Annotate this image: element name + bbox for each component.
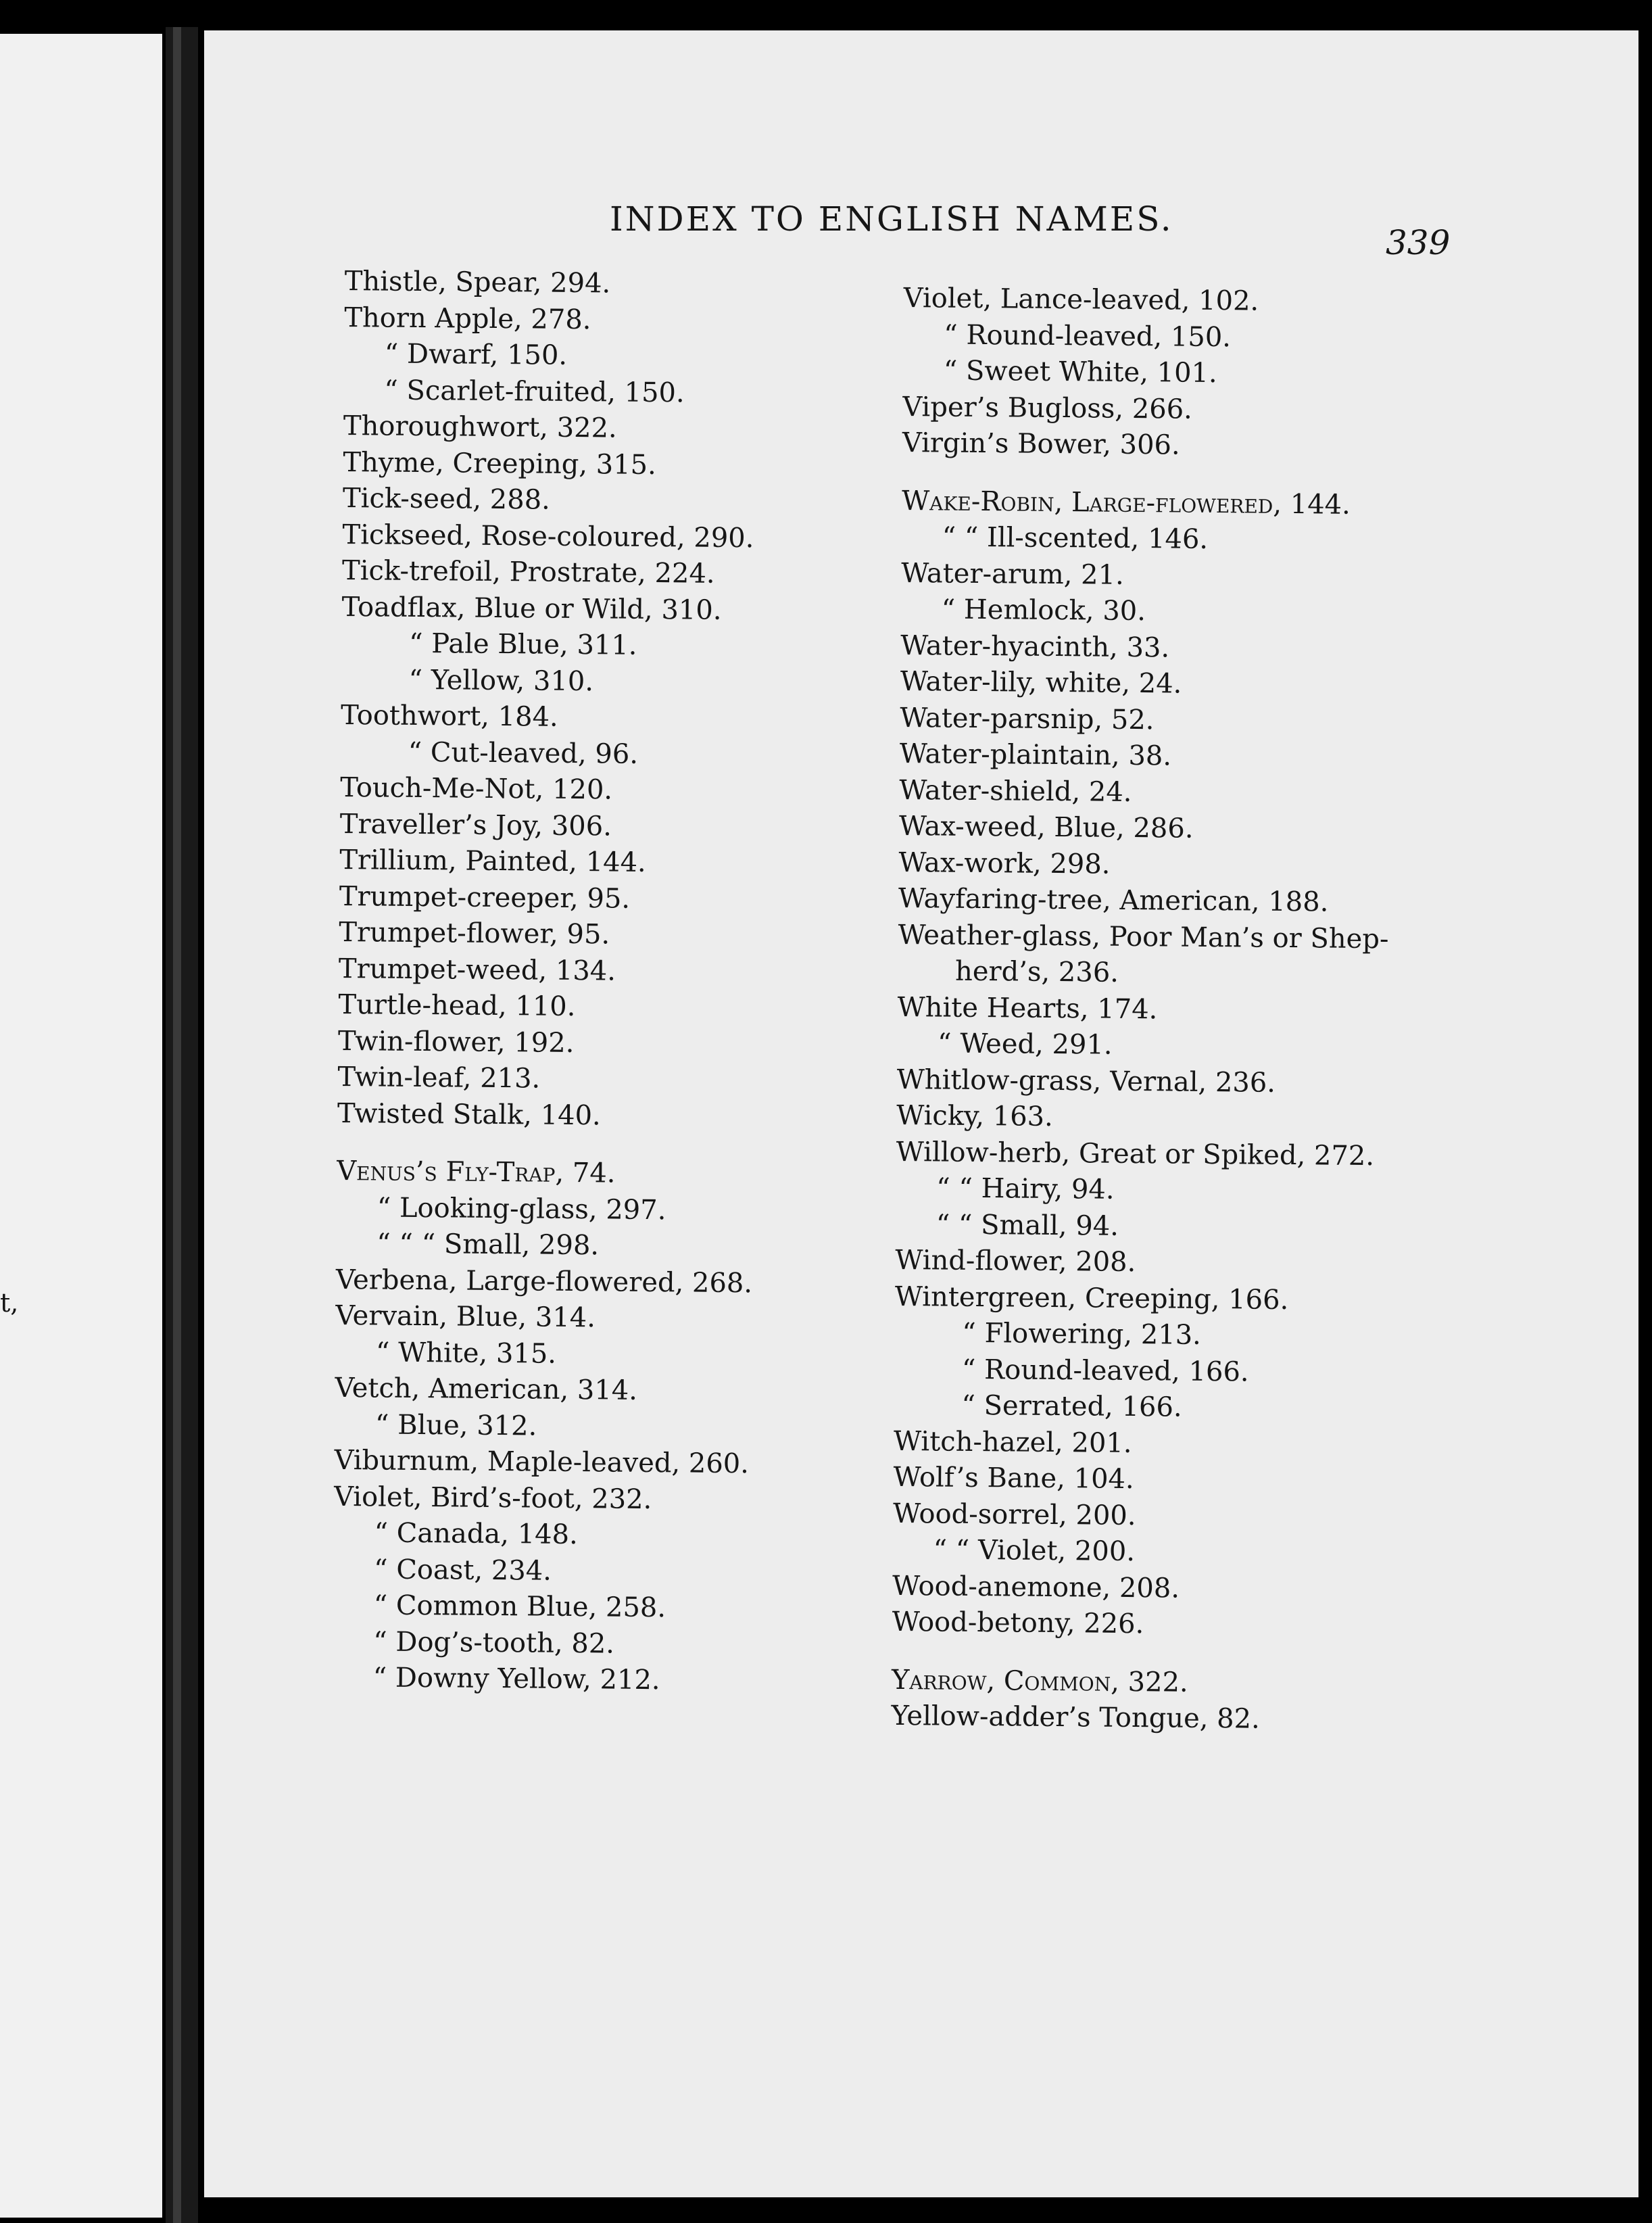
index-entry: Viper’s Bugloss, 266.: [902, 391, 1193, 425]
index-entry: “ Round-leaved, 166.: [961, 1354, 1249, 1388]
index-entry: “ Common Blue, 258.: [373, 1589, 666, 1624]
index-entry: Tick-trefoil, Prostrate, 224.: [341, 554, 715, 590]
index-entry: Thyme, Creeping, 315.: [343, 446, 657, 481]
index-entry: “ Cut-leaved, 96.: [408, 736, 639, 770]
index-entry: Wintergreen, Creeping, 166.: [894, 1281, 1289, 1316]
index-entry: Turtle-head, 110.: [338, 988, 576, 1023]
facing-page-edge: [0, 34, 162, 2218]
index-entry: “ Canada, 148.: [374, 1517, 578, 1551]
index-entry: Virgin’s Bower, 306.: [902, 427, 1180, 461]
index-entry: “ White, 315.: [375, 1336, 557, 1370]
book-spine: [166, 27, 198, 2223]
index-entry: “ “ Small, 94.: [936, 1208, 1119, 1242]
index-entry: “ Sweet White, 101.: [943, 355, 1217, 389]
facing-page-text-fragment: t,: [0, 1288, 19, 1318]
index-entry: Water-parsnip, 52.: [900, 702, 1155, 736]
index-entry: “ Yellow, 310.: [408, 664, 594, 697]
index-entry: Violet, Lance-leaved, 102.: [903, 282, 1259, 317]
index-entry: Tick-seed, 288.: [342, 482, 551, 516]
index-entry: Verbena, Large-flowered, 268.: [335, 1264, 753, 1299]
index-entry: “ Round-leaved, 150.: [944, 319, 1232, 353]
spine-highlight: [173, 27, 181, 2223]
index-section-start-entry: Yarrow, Common, 322.: [891, 1664, 1188, 1698]
index-entry: Weather-glass, Poor Man’s or Shep-: [898, 919, 1389, 955]
index-entry: Water-arum, 21.: [901, 557, 1124, 591]
index-entry: Trumpet-creeper, 95.: [339, 880, 631, 915]
index-entry: “ Weed, 291.: [937, 1028, 1113, 1061]
index-entry: “ Dog’s-tooth, 82.: [373, 1625, 615, 1660]
index-entry: “ Blue, 312.: [374, 1408, 537, 1442]
index-entry: herd’s, 236.: [954, 955, 1119, 988]
index-entry: “ Scarlet-fruited, 150.: [384, 375, 685, 408]
page-number: 339: [1386, 223, 1451, 262]
index-entry: “ Serrated, 166.: [961, 1389, 1182, 1423]
index-entry: “ Looking-glass, 297.: [376, 1191, 666, 1226]
index-column-right: [891, 281, 1613, 1741]
index-entry: “ “ Violet, 200.: [933, 1534, 1136, 1568]
index-entry: Vetch, American, 314.: [335, 1372, 638, 1406]
index-entry: “ Downy Yellow, 212.: [372, 1662, 660, 1696]
index-entry: “ “ Hairy, 94.: [936, 1172, 1115, 1205]
index-entry: Twisted Stalk, 140.: [337, 1097, 601, 1131]
index-entry: Wayfaring-tree, American, 188.: [898, 882, 1329, 918]
index-entry: Violet, Bird’s-foot, 232.: [333, 1481, 652, 1515]
index-entry: “ Pale Blue, 311.: [408, 627, 637, 661]
index-entry: Viburnum, Maple-leaved, 260.: [334, 1444, 750, 1480]
index-section-start-entry: Venus’s Fly-Trap, 74.: [337, 1155, 616, 1189]
index-entry: Vervain, Blue, 314.: [335, 1299, 596, 1334]
index-entry: Yellow-adder’s Tongue, 82.: [891, 1700, 1260, 1735]
index-entry: Thoroughwort, 322.: [343, 410, 617, 444]
index-entry: “ “ “ Small, 298.: [376, 1228, 600, 1262]
index-entry: Tickseed, Rose-coloured, 290.: [342, 519, 754, 554]
index-entry: Twin-leaf, 213.: [337, 1061, 541, 1095]
index-entry: Wood-sorrel, 200.: [892, 1498, 1136, 1531]
index-page: [204, 30, 1638, 2197]
index-entry: Wax-weed, Blue, 286.: [898, 810, 1194, 844]
index-entry: “ Flowering, 213.: [962, 1317, 1202, 1351]
index-entry: White Hearts, 174.: [897, 991, 1158, 1025]
index-entry: Thorn Apple, 278.: [344, 302, 591, 335]
index-entry: Water-hyacinth, 33.: [900, 629, 1170, 663]
index-entry: Toothwort, 184.: [340, 699, 558, 733]
index-entry: “ Dwarf, 150.: [384, 338, 568, 371]
index-entry: Trumpet-flower, 95.: [339, 916, 610, 951]
index-entry: “ Hemlock, 30.: [941, 594, 1146, 627]
index-entry: Trumpet-weed, 134.: [338, 953, 616, 987]
index-entry: Willow-herb, Great or Spiked, 272.: [896, 1136, 1375, 1172]
index-entry: Wax-work, 298.: [898, 846, 1111, 880]
running-head: INDEX TO ENGLISH NAMES.: [610, 199, 1173, 239]
index-entry: Wolf’s Bane, 104.: [893, 1461, 1134, 1496]
index-entry: “ Coast, 234.: [373, 1553, 552, 1587]
index-entry: Whitlow-grass, Vernal, 236.: [896, 1063, 1276, 1099]
index-entry: Toadflax, Blue or Wild, 310.: [341, 591, 722, 626]
index-entry: Water-lily, white, 24.: [900, 665, 1182, 700]
index-entry: Wind-flower, 208.: [895, 1244, 1136, 1278]
index-entry: Thistle, Spear, 294.: [344, 265, 611, 300]
index-entry: Wood-anemone, 208.: [892, 1570, 1180, 1604]
index-entry: Twin-flower, 192.: [337, 1025, 575, 1059]
index-entry: Traveller’s Joy, 306.: [339, 808, 612, 842]
index-entry: Witch-hazel, 201.: [893, 1425, 1132, 1459]
index-entry: Water-plaintain, 38.: [899, 738, 1172, 772]
index-entry: Touch-Me-Not, 120.: [340, 771, 613, 806]
index-entry: Wood-betony, 226.: [892, 1606, 1144, 1640]
index-entry: Trillium, Painted, 144.: [339, 844, 646, 878]
index-entry: Wicky, 163.: [896, 1099, 1054, 1132]
index-section-start-entry: Wake-Robin, Large-flowered, 144.: [901, 485, 1351, 521]
index-entry: Water-shield, 24.: [899, 774, 1132, 808]
index-entry: “ “ Ill-scented, 146.: [942, 521, 1209, 555]
